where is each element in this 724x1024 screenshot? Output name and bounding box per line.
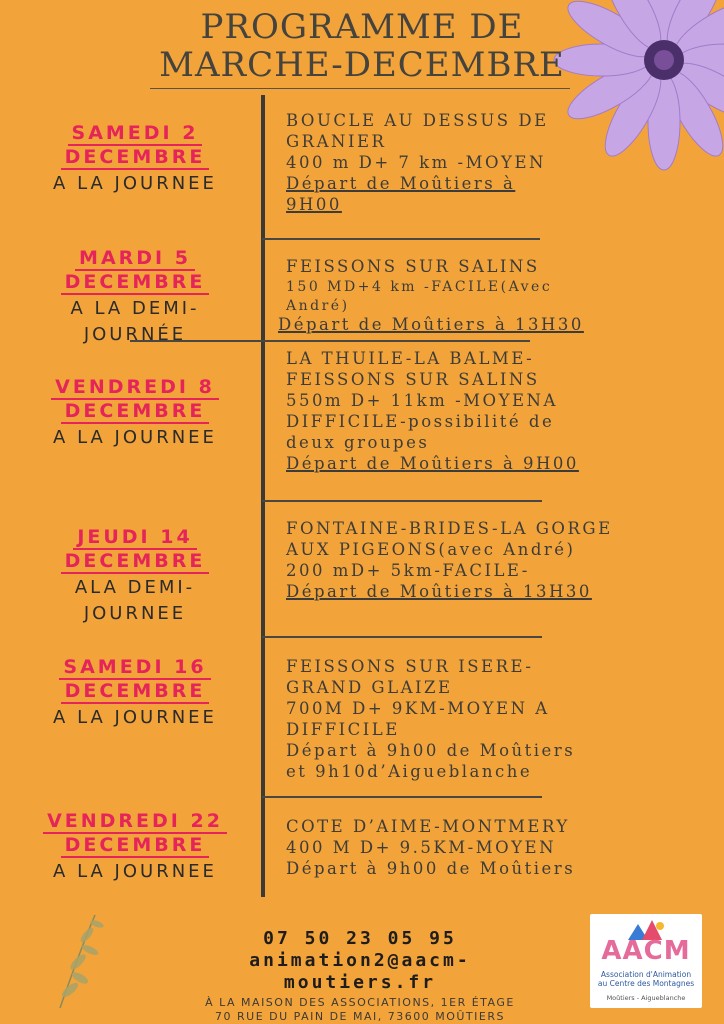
event-day: VENDREDI 8: [51, 376, 219, 400]
event-line: LA THUILE-LA BALME-: [286, 349, 535, 368]
event-month: DECEMBRE: [61, 834, 210, 858]
event-line: FEISSONS SUR SALINS: [286, 370, 540, 389]
event-line: 400 M D+ 9.5KM-MOYEN: [286, 838, 557, 857]
event-departure: Départ de Moûtiers à: [286, 174, 516, 193]
event-day: VENDREDI 22: [43, 810, 227, 834]
event-line: deux groupes: [286, 433, 430, 452]
event-date: [10, 376, 260, 450]
logo-association-line-1: Association d'Animation: [600, 970, 692, 979]
email-line-2[interactable]: moutiers.fr: [283, 972, 437, 993]
event-line: 700M D+ 9KM-MOYEN A: [286, 699, 550, 718]
phone-number[interactable]: 07 50 23 05 95: [263, 928, 457, 949]
event-description: [286, 656, 716, 782]
event-duration: JOURNÉE: [83, 324, 187, 345]
event-duration: ALA DEMI-: [74, 577, 196, 598]
event-duration: A LA JOURNEE: [53, 173, 217, 194]
page-title: [0, 8, 724, 84]
event-month: DECEMBRE: [61, 400, 210, 424]
event-line: DIFFICILE-possibilité de: [286, 412, 555, 431]
contact-info: [190, 928, 530, 994]
event-line: 550m D+ 11km -MOYENA: [286, 391, 558, 410]
event-divider: [262, 796, 542, 798]
event-departure: Départ de Moûtiers à 13H30: [286, 582, 592, 601]
event-line: FEISSONS SUR SALINS: [286, 257, 540, 276]
address: [140, 996, 580, 1024]
event-line: André): [286, 298, 350, 314]
logo-subtitle: Moûtiers - Aigueblanche: [606, 994, 686, 1002]
event-line: BOUCLE AU DESSUS DE: [286, 111, 549, 130]
event-date: [10, 810, 260, 884]
event-duration: A LA DEMI-: [70, 298, 200, 319]
event-line: FONTAINE-BRIDES-LA GORGE: [286, 519, 613, 538]
event-line: Départ à 9h00 de Moûtiers: [286, 859, 576, 878]
title-line-1: PROGRAMME DE: [200, 7, 524, 47]
event-month: DECEMBRE: [61, 550, 210, 574]
event-duration: A LA JOURNEE: [53, 861, 217, 882]
email-line-1[interactable]: animation2@aacm-: [249, 950, 471, 971]
event-description: [286, 816, 716, 879]
event-departure: 9H00: [286, 195, 342, 214]
event-description: [286, 518, 716, 602]
event-day: SAMEDI 16: [59, 656, 210, 680]
event-line: 200 mD+ 5km-FACILE-: [286, 561, 530, 580]
event-day: MARDI 5: [75, 247, 195, 271]
event-description: [278, 256, 716, 335]
event-duration: JOURNEE: [83, 603, 187, 624]
logo-mark: AACM: [601, 936, 691, 966]
timeline-line: [261, 95, 265, 897]
event-departure: Départ de Moûtiers à 9H00: [286, 454, 579, 473]
event-month: DECEMBRE: [61, 271, 210, 295]
event-line: et 9h10d’Aigueblanche: [286, 762, 533, 781]
event-line: Départ à 9h00 de Moûtiers: [286, 741, 576, 760]
address-line-2: 70 RUE DU PAIN DE MAI, 73600 MOÛTIERS: [215, 1010, 505, 1023]
event-date: [10, 247, 260, 347]
event-divider: [262, 238, 540, 240]
event-departure: Départ de Moûtiers à 13H30: [278, 315, 584, 334]
leaf-sprig-illustration: [40, 910, 110, 1010]
aacm-logo: [590, 914, 702, 1008]
address-line-1: À LA MAISON DES ASSOCIATIONS, 1ER ÉTAGE: [205, 996, 515, 1009]
event-line: AUX PIGEONS(avec André): [286, 540, 576, 559]
event-duration: A LA JOURNEE: [53, 427, 217, 448]
event-date: [10, 526, 260, 626]
event-day: JEUDI 14: [73, 526, 196, 550]
event-line: DIFFICILE: [286, 720, 400, 739]
event-description: [286, 110, 716, 215]
logo-association-name: [594, 970, 698, 988]
event-duration: A LA JOURNEE: [53, 707, 217, 728]
event-line: 150 MD+4 km -FACILE(Avec: [286, 279, 553, 295]
event-month: DECEMBRE: [61, 146, 210, 170]
event-line: FEISSONS SUR ISERE-: [286, 657, 534, 676]
event-date: [10, 122, 260, 196]
logo-association-line-2: au Centre des Montagnes: [597, 979, 695, 988]
event-line: GRANIER: [286, 132, 387, 151]
title-divider: [150, 88, 570, 89]
event-month: DECEMBRE: [61, 680, 210, 704]
event-line: GRAND GLAIZE: [286, 678, 453, 697]
event-day: SAMEDI 2: [68, 122, 203, 146]
event-line: 400 m D+ 7 km -MOYEN: [286, 153, 546, 172]
title-line-2: MARCHE-DECEMBRE: [159, 45, 565, 85]
event-divider: [262, 500, 542, 502]
event-line: COTE D’AIME-MONTMERY: [286, 817, 570, 836]
event-divider: [262, 636, 542, 638]
event-date: [10, 656, 260, 730]
event-description: [286, 348, 716, 474]
